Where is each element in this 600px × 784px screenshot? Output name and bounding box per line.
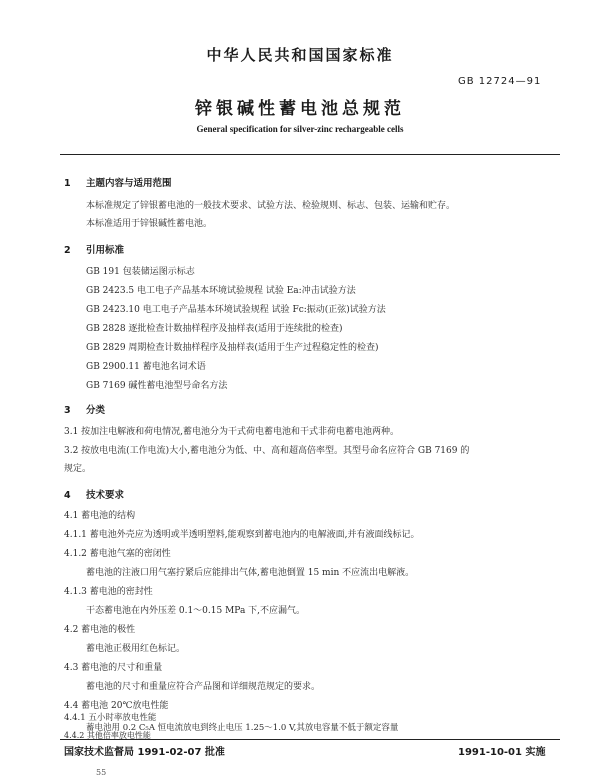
reference-item: GB 2900.11 蓄电池名词术语	[86, 362, 206, 372]
section-4-heading	[64, 487, 124, 501]
clause-4-3: 4.3 蓄电池的尺寸和重量	[64, 663, 163, 673]
reference-item: GB 2828 逐批检查计数抽样程序及抽样表(适用于连续批的检查)	[86, 324, 343, 334]
clause-4-1-3-body: 干态蓄电池在内外压差 0.1～0.15 MPa 下,不应漏气。	[86, 606, 306, 616]
clause-4-2-body: 蓄电池正极用红色标记。	[86, 644, 186, 654]
section-4-title: 技术要求	[86, 490, 125, 501]
header-divider	[60, 154, 560, 155]
clause-4-4-1: 4.4.1 五小时率放电性能	[64, 713, 157, 723]
reference-item: GB 7169 碱性蓄电池型号命名方法	[86, 381, 228, 391]
clause-4-3-body: 蓄电池的尺寸和重量应符合产品图和详细规范规定的要求。	[86, 682, 321, 692]
clause-4-1-1: 4.1.1 蓄电池外壳应为透明或半透明塑料,能观察到蓄电池内的电解液面,并有液面线标记。	[64, 530, 420, 540]
clause-4-4: 4.4 蓄电池 20℃放电性能	[64, 701, 169, 711]
clause-3-1: 3.1 按加注电解液和荷电情况,蓄电池分为干式荷电蓄电池和干式非荷电蓄电池两种。	[64, 427, 400, 437]
section-1-paragraph-2: 本标准适用于锌银碱性蓄电池。	[86, 219, 213, 229]
section-2-number: 2	[64, 245, 71, 256]
clause-4-1: 4.1 蓄电池的结构	[64, 511, 136, 521]
clause-3-2: 3.2 按放电电流(工作电流)大小,蓄电池分为低、中、高和超高倍率型。其型号命名应符合 GB 7169 的	[64, 446, 470, 456]
section-1-heading	[64, 175, 172, 189]
approval-line: 国家技术监督局 1991-02-07 批准	[64, 747, 225, 758]
section-3-title: 分类	[86, 405, 106, 416]
standard-org-heading: 中华人民共和国国家标准	[206, 46, 394, 64]
reference-item: GB 2423.10 电工电子产品基本环境试验规程 试验 Fc:振动(正弦)试验方法	[86, 305, 386, 315]
clause-4-2: 4.2 蓄电池的极性	[64, 625, 136, 635]
clause-3-2-continued: 规定。	[64, 464, 92, 474]
section-1-title: 主题内容与适用范围	[86, 178, 172, 189]
reference-item: GB 2423.5 电工电子产品基本环境试验规程 试验 Ea:冲击试验方法	[86, 286, 356, 296]
section-1-number: 1	[64, 178, 71, 189]
standard-number: GB 12724—91	[458, 76, 542, 87]
section-2-heading	[64, 242, 124, 256]
section-4-number: 4	[64, 490, 71, 501]
implementation-date: 1991-10-01 实施	[458, 747, 546, 758]
clause-4-1-3: 4.1.3 蓄电池的密封性	[64, 587, 153, 597]
document-subtitle-en: General specification for silver-zinc rechargeable cells	[196, 124, 404, 134]
clause-4-4-2: 4.4.2 其他倍率放电性能	[64, 731, 151, 740]
section-3-heading	[64, 402, 105, 416]
clause-4-1-2-body: 蓄电池的注液口用气塞拧紧后应能排出气体,蓄电池倒置 15 min 不应流出电解液。	[86, 568, 415, 578]
clause-4-1-2: 4.1.2 蓄电池气塞的密闭性	[64, 549, 171, 559]
page-number: 55	[96, 768, 107, 777]
reference-item: GB 191 包装储运图示标志	[86, 267, 195, 277]
section-1-paragraph-1: 本标准规定了锌银蓄电池的一般技术要求、试验方法、检验规则、标志、包装、运输和贮存。	[86, 201, 456, 211]
reference-item: GB 2829 周期检查计数抽样程序及抽样表(适用于生产过程稳定性的检查)	[86, 343, 379, 353]
section-3-number: 3	[64, 405, 71, 416]
section-2-title: 引用标准	[86, 245, 125, 256]
document-title: 锌银碱性蓄电池总规范	[195, 99, 405, 119]
clause-4-4-1-body: 蓄电池用 0.2 C₅A 恒电流放电到终止电压 1.25～1.0 V,其放电容量不低于额定容量	[86, 723, 399, 733]
